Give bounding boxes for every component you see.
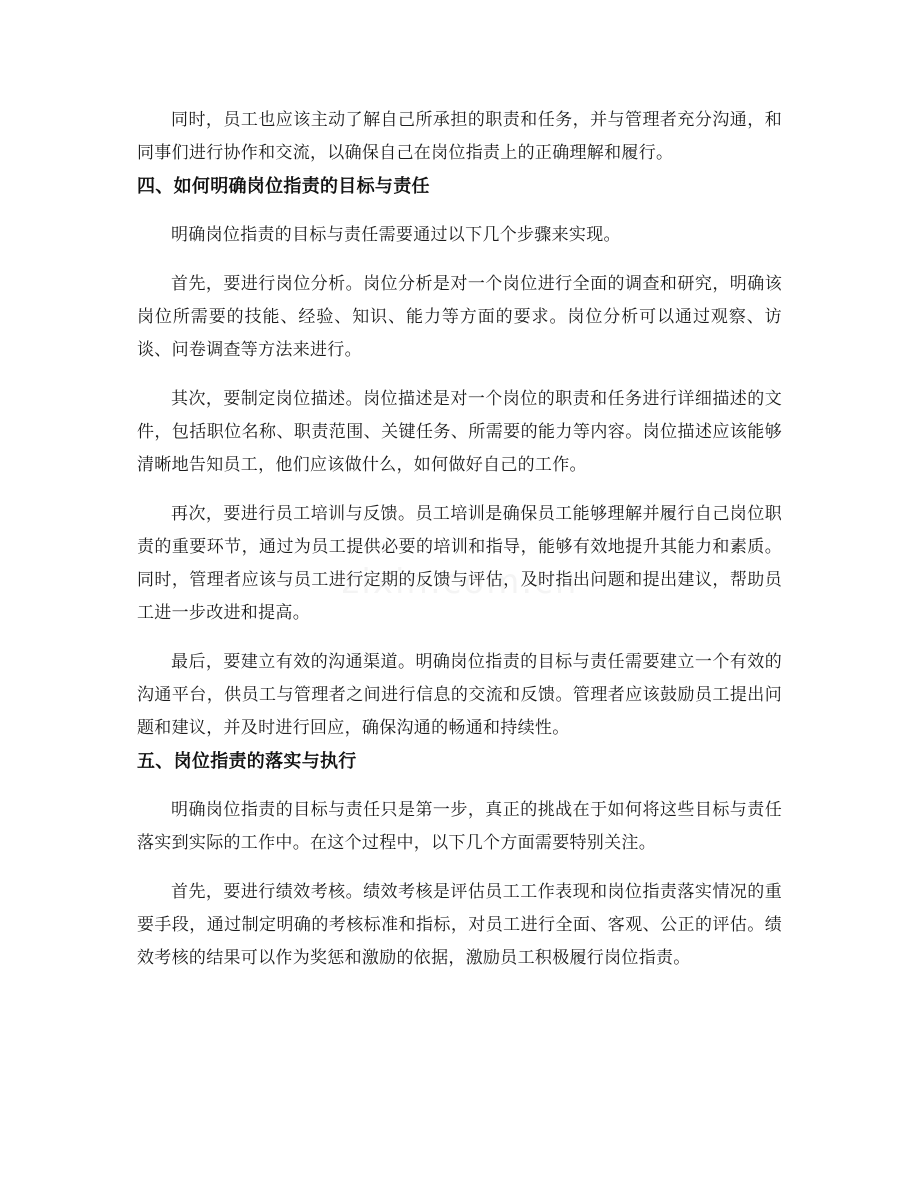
paragraph-5: 再次，要进行员工培训与反馈。员工培训是确保员工能够理解并履行自己岗位职责的重要环节，通过为员工提供必要的培训和指导，能够有效地提升其能力和素质。同时，管理者应该与员工进行定期的反馈与评估，及时指出问题和提出建议，帮助员工进一步改进和提高。 — [137, 504, 782, 623]
paragraph-6: 最后，要建立有效的沟通渠道。明确岗位指责的目标与责任需要建立一个有效的沟通平台，供员工与管理者之间进行信息的交流和反馈。管理者应该鼓励员工提出问题和建议，并及时进行回应，确保沟通的畅通和持续性。 — [137, 652, 782, 738]
section-heading-4: 四、如何明确岗位指责的目标与责任 — [137, 176, 430, 197]
document-page — [137, 104, 782, 975]
paragraph-2: 明确岗位指责的目标与责任需要通过以下几个步骤来实现。 — [171, 225, 621, 245]
section-heading-5: 五、岗位指责的落实与执行 — [137, 751, 357, 772]
paragraph-1: 同时，员工也应该主动了解自己所承担的职责和任务，并与管理者充分沟通，和同事们进行协作和交流，以确保自己在岗位指责上的正确理解和履行。 — [137, 110, 782, 163]
paragraph-3: 首先，要进行岗位分析。岗位分析是对一个岗位进行全面的调查和研究，明确该岗位所需要的技能、经验、知识、能力等方面的要求。岗位分析可以通过观察、访谈、问卷调查等方法来进行。 — [137, 274, 782, 360]
paragraph-4: 其次，要制定岗位描述。岗位描述是对一个岗位的职责和任务进行详细描述的文件，包括职位名称、职责范围、关键任务、所需要的能力等内容。岗位描述应该能够清晰地告知员工，他们应该做什么，如何做好自己的工作。 — [137, 389, 782, 475]
paragraph-7: 明确岗位指责的目标与责任只是第一步，真正的挑战在于如何将这些目标与责任落实到实际的工作中。在这个过程中，以下几个方面需要特别关注。 — [137, 800, 782, 853]
paragraph-8: 首先，要进行绩效考核。绩效考核是评估员工工作表现和岗位指责落实情况的重要手段，通过制定明确的考核标准和指标，对员工进行全面、客观、公正的评估。绩效考核的结果可以作为奖惩和激励的依据，激励员工积极履行岗位指责。 — [137, 882, 782, 968]
